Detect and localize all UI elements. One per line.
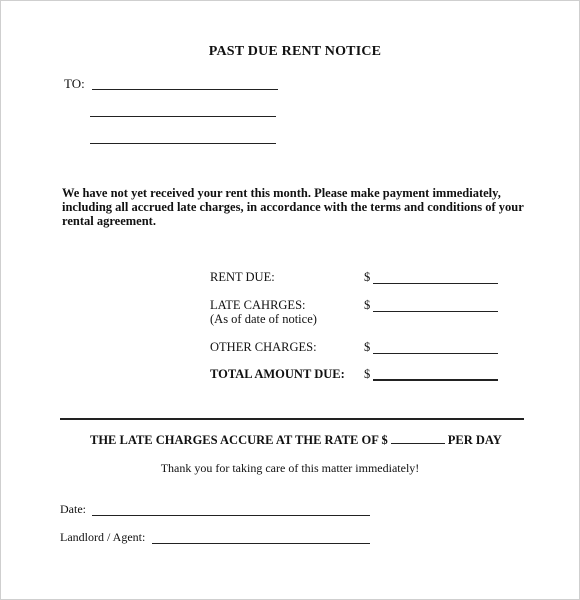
date-label: Date:	[60, 502, 86, 516]
late-charges-dollar: $	[364, 298, 371, 312]
thank-you-text: Thank you for taking care of this matter immediately!	[160, 461, 420, 475]
to-line-3	[90, 143, 276, 144]
rent-due-line	[373, 283, 498, 284]
rent-due-dollar: $	[364, 270, 371, 284]
total-amount-line	[373, 379, 498, 381]
to-label: TO:	[64, 76, 85, 91]
other-charges-label: OTHER CHARGES:	[210, 340, 317, 354]
document-title: PAST DUE RENT NOTICE	[208, 44, 382, 59]
landlord-agent-label: Landlord / Agent:	[60, 530, 146, 544]
section-divider	[60, 418, 524, 420]
to-line-2	[90, 116, 276, 117]
late-charges-label: LATE CAHRGES:	[210, 298, 306, 312]
to-line-1	[92, 89, 278, 90]
late-rate-blank	[391, 432, 445, 444]
total-amount-dollar: $	[364, 367, 371, 381]
total-amount-label: TOTAL AMOUNT DUE:	[210, 367, 345, 381]
date-line	[92, 515, 370, 516]
late-rate-suffix: PER DAY	[447, 433, 502, 447]
late-charges-note: (As of date of notice)	[210, 312, 317, 326]
landlord-agent-line	[152, 543, 370, 544]
late-rate-prefix: THE LATE CHARGES ACCURE AT THE RATE OF $	[90, 433, 388, 447]
other-charges-dollar: $	[364, 340, 371, 354]
rent-due-label: RENT DUE:	[210, 270, 275, 284]
other-charges-line	[373, 353, 498, 354]
notice-paragraph: We have not yet received your rent this month. Please make payment immediately, including all accrued late charges, in accordance with the terms and conditions of your rental agreement.	[62, 186, 524, 228]
late-rate-statement	[90, 432, 502, 448]
late-charges-line	[373, 311, 498, 312]
